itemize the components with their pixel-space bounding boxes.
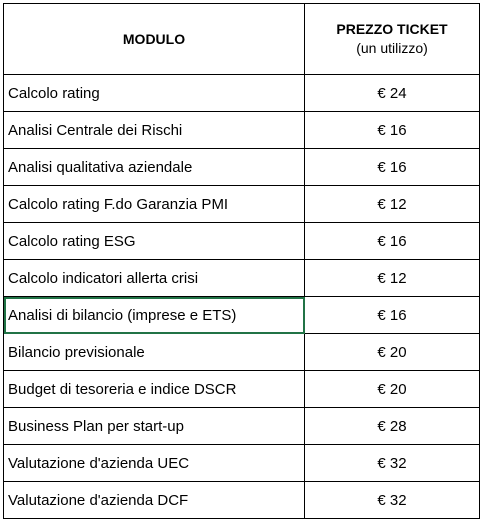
price-cell[interactable]: € 20 [305,371,480,408]
price-cell[interactable]: € 32 [305,445,480,482]
module-cell[interactable]: Analisi Centrale dei Rischi [4,112,305,149]
price-cell[interactable]: € 28 [305,408,480,445]
table-row [4,482,480,519]
module-cell[interactable]: Calcolo rating [4,75,305,112]
price-column-header[interactable] [305,4,480,75]
price-table [3,3,480,519]
price-header-note: (un utilizzo) [356,40,428,56]
module-header-label: MODULO [122,31,186,47]
price-cell[interactable]: € 12 [305,186,480,223]
module-cell[interactable]: Calcolo indicatori allerta crisi [4,260,305,297]
module-column-header[interactable] [4,4,305,75]
table-row [4,408,480,445]
table-row [4,445,480,482]
table-row [4,186,480,223]
price-header-label: PREZZO TICKET [336,21,448,37]
module-cell[interactable]: Bilancio previsionale [4,334,305,371]
header-row [4,4,480,75]
module-cell[interactable]: Budget di tesoreria e indice DSCR [4,371,305,408]
price-cell[interactable]: € 16 [305,112,480,149]
table-row [4,334,480,371]
module-cell[interactable]: Calcolo rating F.do Garanzia PMI [4,186,305,223]
table-row [4,112,480,149]
price-cell[interactable]: € 16 [305,223,480,260]
price-cell[interactable]: € 24 [305,75,480,112]
module-cell[interactable]: Calcolo rating ESG [4,223,305,260]
table-row [4,260,480,297]
module-cell-selected[interactable]: Analisi di bilancio (imprese e ETS) [4,297,305,334]
table-row [4,75,480,112]
price-cell[interactable]: € 16 [305,149,480,186]
module-cell[interactable]: Analisi qualitativa aziendale [4,149,305,186]
table-row [4,223,480,260]
table-row [4,371,480,408]
price-cell[interactable]: € 32 [305,482,480,519]
price-cell[interactable]: € 20 [305,334,480,371]
module-cell[interactable]: Valutazione d'azienda UEC [4,445,305,482]
price-cell[interactable]: € 16 [305,297,480,334]
table-row [4,149,480,186]
module-cell[interactable]: Business Plan per start-up [4,408,305,445]
table-row [4,297,480,334]
module-cell[interactable]: Valutazione d'azienda DCF [4,482,305,519]
price-cell[interactable]: € 12 [305,260,480,297]
